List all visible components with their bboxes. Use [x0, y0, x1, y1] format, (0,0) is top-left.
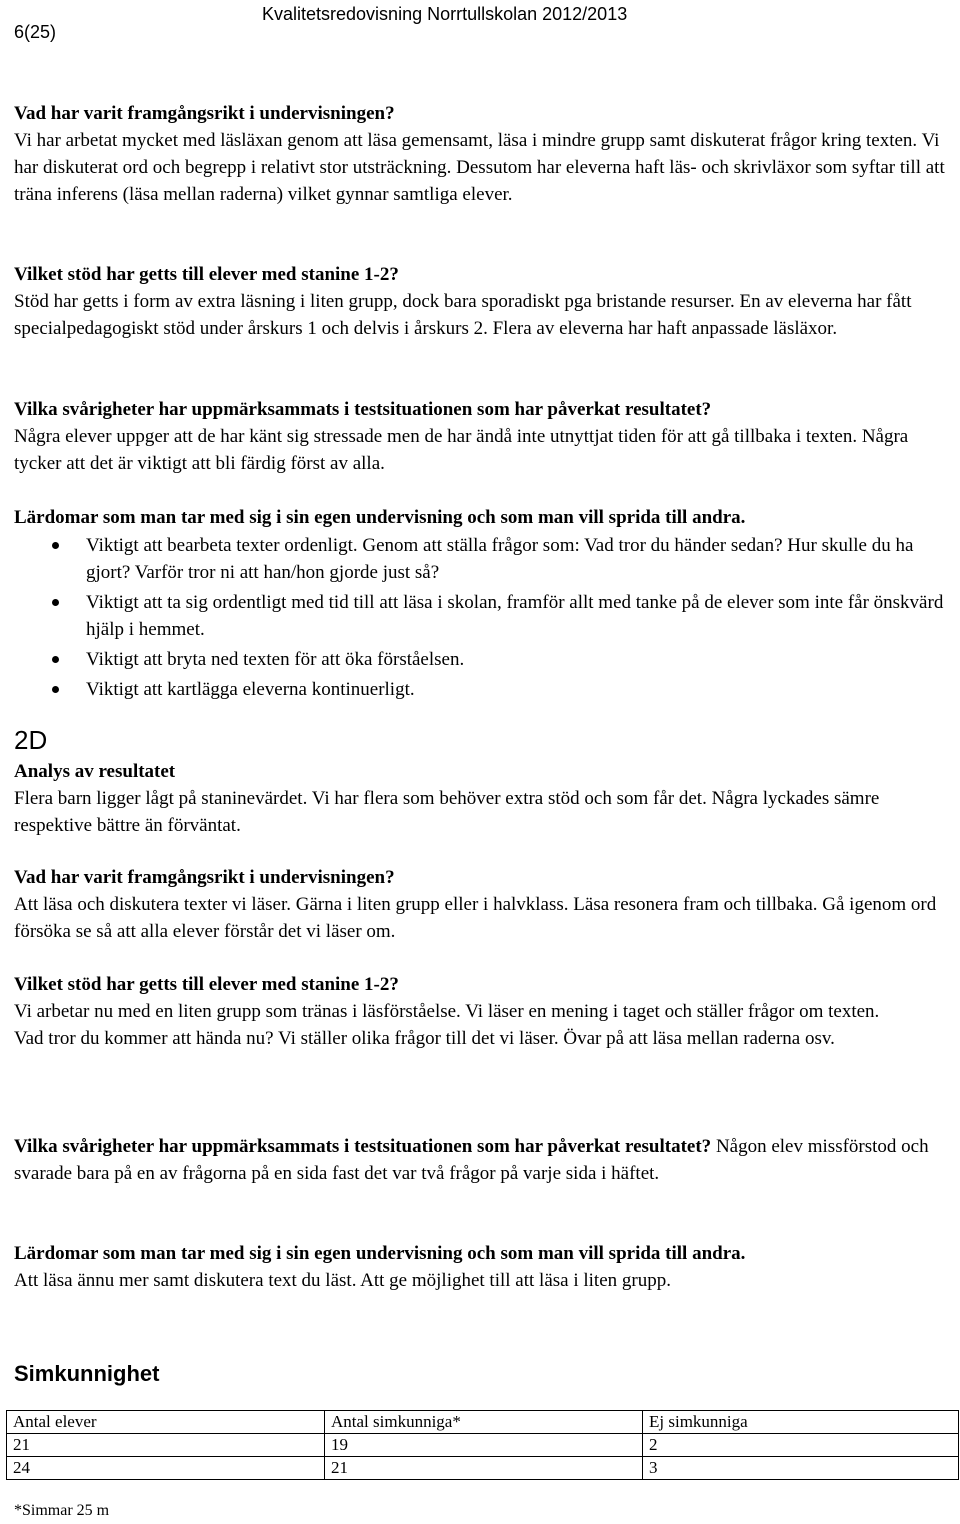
table-header-row	[7, 1411, 959, 1434]
table-footnote: *Simmar 25 m	[14, 1502, 110, 1519]
table-row	[7, 1457, 959, 1480]
section1-support	[14, 261, 956, 342]
bullet-icon	[52, 656, 59, 663]
table-cell: 3	[643, 1457, 959, 1480]
answer-text: Stöd har getts i form av extra läsning i liten grupp, dock bara sporadiskt pga bristande resurser. En av eleverna har fått specialpedagogiskt stöd under årskurs 1 och delvis i årskurs 2. Flera av eleverna har haft anpassade läsläxor.	[14, 291, 912, 339]
column-header: Antal simkunniga*	[325, 1411, 643, 1434]
answer-text: Någon elev missförstod och svarade bara på en av frågorna på en sida fast det var två frågor på varje sida i häftet.	[14, 1136, 929, 1184]
answer-text: Att läsa ännu mer samt diskutera text du läst. Att ge möjlighet till att läsa i liten grupp.	[14, 1270, 671, 1291]
answer-text: Vi arbetar nu med en liten grupp som tränas i läsförståelse. Vi läser en mening i taget och ställer frågor om texten.	[14, 1001, 880, 1022]
swimming-heading: Simkunnighet	[14, 1361, 160, 1386]
bullet-icon	[52, 542, 59, 549]
section-heading-2d: 2D	[14, 725, 48, 755]
question-heading: Lärdomar som man tar med sig i sin egen undervisning och som man vill sprida till andra.	[14, 507, 746, 528]
answer-text: Att läsa och diskutera texter vi läser. Gärna i liten grupp eller i halvklass. Läsa resonera fram och tillbaka. Gå igenom ord försöka se så att alla elever förstår det vi läser om.	[14, 894, 937, 942]
question-heading: Vilket stöd har getts till elever med stanine 1-2?	[14, 264, 399, 285]
list-item: Viktigt att bryta ned texten för att öka förståelsen.	[14, 646, 956, 673]
section1-success	[14, 100, 956, 208]
column-header: Ej simkunniga	[643, 1411, 959, 1434]
question-heading: Vilket stöd har getts till elever med stanine 1-2?	[14, 974, 399, 995]
table-row	[7, 1434, 959, 1457]
section2-lessons	[14, 1240, 956, 1294]
question-heading: Lärdomar som man tar med sig i sin egen undervisning och som man vill sprida till andra.	[14, 1243, 746, 1264]
section2-difficulties	[14, 1133, 956, 1187]
document-title: Kvalitetsredovisning Norrtullskolan 2012/2013	[262, 4, 628, 24]
question-heading: Vad har varit framgångsrikt i undervisningen?	[14, 867, 395, 888]
list-item: Viktigt att ta sig ordentligt med tid till att läsa i skolan, framför allt med tanke på de elever som inte får önskvärd hjälp i hemmet.	[14, 589, 956, 643]
section2-analysis	[14, 758, 956, 839]
analysis-title: Analys av resultatet	[14, 761, 176, 782]
list-item: Viktigt att bearbeta texter ordenligt. Genom att ställa frågor som: Vad tror du händer sedan? Hur skulle du ha gjort? Varför tror ni att han/hon gjorde just så?	[14, 532, 956, 586]
question-heading: Vilka svårigheter har uppmärksammats i testsituationen som har påverkat resultatet?	[14, 1136, 712, 1157]
section1-difficulties	[14, 396, 956, 477]
list-item: Viktigt att kartlägga eleverna kontinuerligt.	[14, 676, 956, 703]
table-cell: 21	[325, 1457, 643, 1480]
table-cell: 2	[643, 1434, 959, 1457]
page-number: 6(25)	[14, 22, 57, 42]
table-cell: 19	[325, 1434, 643, 1457]
question-heading: Vad har varit framgångsrikt i undervisningen?	[14, 103, 395, 124]
analysis-text: Flera barn ligger lågt på staninevärdet. Vi har flera som behöver extra stöd och som får det. Några lyckades sämre respektive bättre än förväntat.	[14, 788, 880, 836]
table-cell: 24	[7, 1457, 325, 1480]
column-header: Antal elever	[7, 1411, 325, 1434]
answer-text: Några elever uppger att de har känt sig stressade men de har ändå inte utnyttjat tiden för att gå tillbaka i texten. Några tycker att det är viktigt att bli färdig först av alla.	[14, 426, 909, 474]
lessons-bullet-list	[14, 532, 956, 703]
question-heading: Vilka svårigheter har uppmärksammats i testsituationen som har påverkat resultatet?	[14, 399, 712, 420]
swimming-table	[6, 1410, 959, 1480]
section2-success	[14, 864, 956, 945]
answer-text: Vad tror du kommer att hända nu? Vi ställer olika frågor till det vi läser. Övar på att läsa mellan raderna osv.	[14, 1028, 835, 1049]
answer-text: Vi har arbetat mycket med läsläxan genom att läsa gemensamt, läsa i mindre grupp samt diskuterat frågor kring texten. Vi har diskuterat ord och begrepp i relativt stor utsträckning. Dessutom har eleverna haft läs- och skrivläxor som syftar till att träna inferens (läsa mellan raderna) vilket gynnar samtliga elever.	[14, 130, 945, 205]
table-cell: 21	[7, 1434, 325, 1457]
bullet-icon	[52, 599, 59, 606]
bullet-icon	[52, 686, 59, 693]
section2-support	[14, 971, 956, 1052]
section1-lessons	[14, 504, 956, 531]
